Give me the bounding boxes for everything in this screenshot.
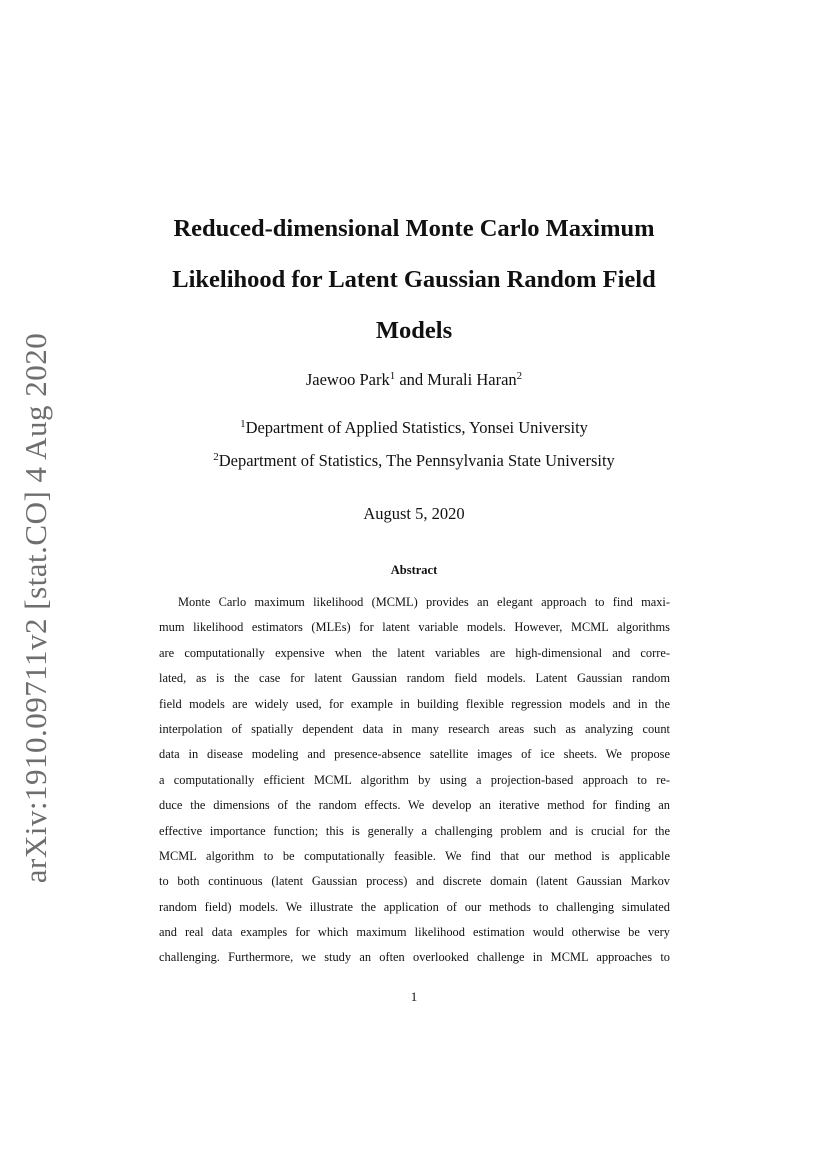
abstract-line: effective importance function; this is generally a challenging problem and is crucial for the (159, 823, 670, 838)
abstract-line: Monte Carlo maximum likelihood (MCML) provides an elegant approach to find maxi- (178, 595, 670, 609)
paper-title (110, 203, 718, 356)
arxiv-identifier-stamp: arXiv:1910.09711v2 [stat.CO] 4 Aug 2020 (18, 332, 53, 884)
title-line: Likelihood for Latent Gaussian Random Field (172, 266, 656, 293)
affiliation-marker: 2 (213, 451, 219, 463)
title-line: Models (375, 317, 453, 344)
abstract-line: data in disease modeling and presence-absence satellite images of ice sheets. We propose (159, 747, 670, 762)
affiliation (110, 451, 718, 471)
page-number: 1 (410, 989, 418, 1004)
abstract-line: a computationally efficient MCML algorithm by using a projection-based approach to re- (159, 772, 670, 787)
author-name: Murali Haran (427, 370, 517, 389)
abstract-line: mum likelihood estimators (MLEs) for latent variable models. However, MCML algorithms (159, 620, 670, 635)
abstract-line: interpolation of spatially dependent data in many research areas such as analyzing count (159, 721, 670, 736)
abstract-line: to both continuous (latent Gaussian process) and discrete domain (latent Gaussian Markov (159, 874, 670, 889)
affiliation (110, 418, 718, 438)
author-list (110, 370, 718, 390)
abstract-body (159, 592, 670, 973)
abstract-line: MCML algorithm to be computationally feasible. We find that our method is applicable (159, 848, 670, 863)
affiliation-marker: 2 (516, 370, 523, 382)
affiliation-text: Department of Applied Statistics, Yonsei University (245, 418, 588, 437)
publication-date: August 5, 2020 (363, 504, 465, 523)
abstract-line: challenging. Furthermore, we study an often overlooked challenge in MCML approaches to (159, 950, 670, 965)
abstract-line: field models are widely used, for example in building flexible regression models and in the (159, 696, 670, 711)
abstract-line: random field) models. We illustrate the application of our methods to challenging simulated (159, 899, 670, 914)
abstract-heading: Abstract (390, 563, 438, 577)
affiliation-marker: 1 (240, 418, 246, 430)
abstract-line: and real data examples for which maximum likelihood estimation would otherwise be very (159, 925, 670, 940)
affiliation-text: Department of Statistics, The Pennsylvania State University (218, 451, 615, 470)
author-conjunction: and (395, 370, 428, 389)
author-name: Jaewoo Park (305, 370, 390, 389)
abstract-line: duce the dimensions of the random effects. We develop an iterative method for finding an (159, 798, 670, 813)
abstract-line: are computationally expensive when the latent variables are high-dimensional and corre- (159, 645, 670, 660)
title-line: Reduced-dimensional Monte Carlo Maximum (173, 215, 655, 242)
affiliation-marker: 1 (389, 370, 396, 382)
abstract-line: lated, as is the case for latent Gaussian random field models. Latent Gaussian random (159, 671, 670, 686)
